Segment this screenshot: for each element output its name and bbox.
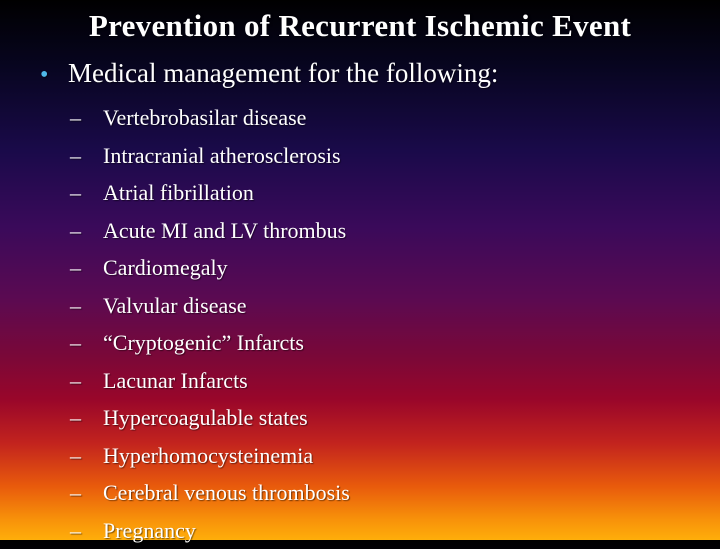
dash-icon: – bbox=[70, 362, 103, 400]
list-item bbox=[70, 474, 350, 512]
sub-bullet-list bbox=[70, 99, 350, 549]
list-item-text: Intracranial atherosclerosis bbox=[103, 143, 341, 168]
dash-icon: – bbox=[70, 99, 103, 137]
dash-icon: – bbox=[70, 324, 103, 362]
dash-icon: – bbox=[70, 137, 103, 175]
list-item-text: Cerebral venous thrombosis bbox=[103, 480, 350, 505]
dash-icon: – bbox=[70, 437, 103, 475]
list-item-text: Atrial fibrillation bbox=[103, 180, 254, 205]
main-bullet bbox=[40, 58, 498, 89]
list-item bbox=[70, 287, 350, 325]
dash-icon: – bbox=[70, 474, 103, 512]
list-item-text: Acute MI and LV thrombus bbox=[103, 218, 346, 243]
dash-icon: – bbox=[70, 174, 103, 212]
slide-title: Prevention of Recurrent Ischemic Event bbox=[0, 8, 720, 44]
list-item-text: Hypercoagulable states bbox=[103, 405, 308, 430]
dash-icon: – bbox=[70, 512, 103, 549]
list-item bbox=[70, 137, 350, 175]
dash-icon: – bbox=[70, 212, 103, 250]
list-item bbox=[70, 399, 350, 437]
list-item-text: Pregnancy bbox=[103, 518, 196, 543]
list-item bbox=[70, 324, 350, 362]
list-item-text: “Cryptogenic” Infarcts bbox=[103, 330, 304, 355]
dash-icon: – bbox=[70, 249, 103, 287]
list-item-text: Cardiomegaly bbox=[103, 255, 228, 280]
bullet-icon: • bbox=[40, 62, 68, 89]
dash-icon: – bbox=[70, 399, 103, 437]
list-item bbox=[70, 362, 350, 400]
list-item bbox=[70, 212, 350, 250]
list-item bbox=[70, 437, 350, 475]
main-bullet-text: Medical management for the following: bbox=[68, 58, 498, 88]
list-item bbox=[70, 174, 350, 212]
list-item-text: Valvular disease bbox=[103, 293, 247, 318]
dash-icon: – bbox=[70, 287, 103, 325]
list-item-text: Vertebrobasilar disease bbox=[103, 105, 306, 130]
list-item bbox=[70, 512, 350, 549]
list-item-text: Hyperhomocysteinemia bbox=[103, 443, 313, 468]
list-item bbox=[70, 99, 350, 137]
list-item-text: Lacunar Infarcts bbox=[103, 368, 248, 393]
list-item bbox=[70, 249, 350, 287]
